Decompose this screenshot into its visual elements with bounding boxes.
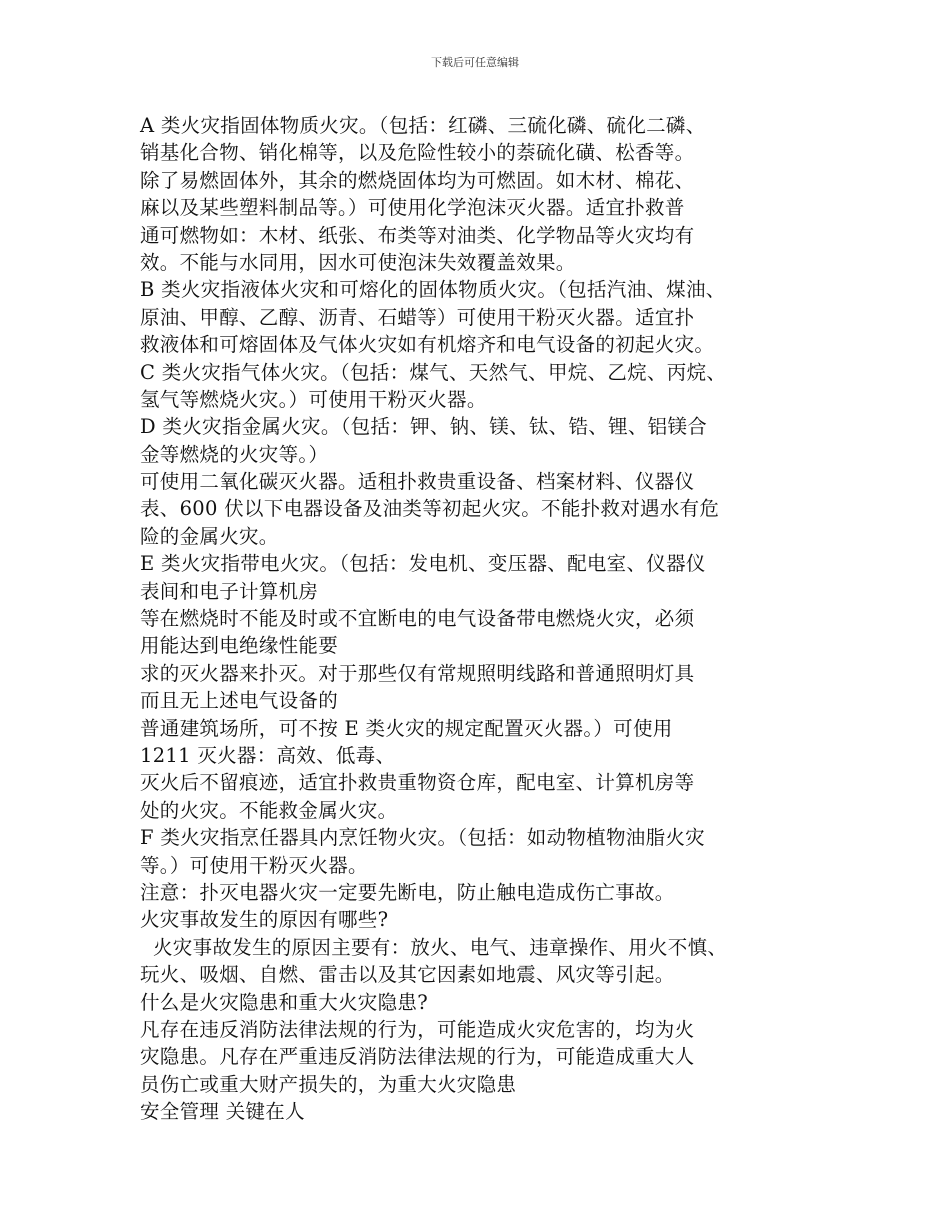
text-line: E 类火灾指带电火灾。（包括：发电机、变压器、配电室、仪器仪 xyxy=(140,552,706,576)
text-line: 灭火后不留痕迹，适宜扑救贵重物资仓库，配电室、计算机房等 xyxy=(140,771,695,795)
text-line: 求的灭火器来扑灭。对于那些仅有常规照明线路和普通照明灯具 xyxy=(140,661,695,685)
text-line: C 类火灾指气体火灾。（包括：煤气、天然气、甲烷、乙烷、丙烷、 xyxy=(140,360,727,384)
text-line: 原油、甲醇、乙醇、沥青、石蜡等）可使用干粉灭火器。适宜扑 xyxy=(140,305,695,329)
text-line: 员伤亡或重大财产损失的，为重大火灾隐患 xyxy=(140,1072,517,1096)
text-line: 可使用二氧化碳灭火器。适租扑救贵重设备、档案材料、仪器仪 xyxy=(140,470,695,494)
document-body xyxy=(140,112,830,1125)
text-line: 等在燃烧时不能及时或不宜断电的电气设备带电燃烧火灾，必须 xyxy=(140,607,695,631)
text-line: 救液体和可熔固体及气体火灾如有机熔齐和电气设备的初起火灾。 xyxy=(140,333,715,357)
text-line: 氢气等燃烧火灾。）可使用干粉灭火器。 xyxy=(140,387,487,411)
text-line: 表间和电子计算机房 xyxy=(140,579,319,603)
text-line: 麻以及某些塑料制品等。）可使用化学泡沫灭火器。适宜扑救普 xyxy=(140,196,685,220)
text-line: 通可燃物如：木材、纸张、布类等对油类、化学物品等火灾均有 xyxy=(140,223,695,247)
text-line: 火灾事故发生的原因主要有：放火、电气、违章操作、用火不慎、 xyxy=(140,935,728,959)
closing-slogan: 安全管理 关键在人 xyxy=(140,1100,305,1124)
text-line: B 类火灾指液体火灾和可熔化的固体物质火灾。（包括汽油、煤油、 xyxy=(140,278,726,302)
text-line: 灾隐患。凡存在严重违反消防法律法规的行为，可能造成重大人 xyxy=(140,1045,695,1069)
text-line: 险的金属火灾。 xyxy=(140,524,279,548)
text-line: A 类火灾指固体物质火灾。（包括：红磷、三硫化磷、硫化二磷、 xyxy=(140,114,706,137)
text-line: 用能达到电绝缘性能要 xyxy=(140,634,339,658)
text-line: 除了易燃固体外，其余的燃烧固体均为可燃固。如木材、棉花、 xyxy=(140,168,695,192)
question-heading: 什么是火灾隐患和重大火灾隐患? xyxy=(140,990,428,1014)
text-line: 玩火、吸烟、自燃、雷击以及其它因素如地震、风灾等引起。 xyxy=(140,963,675,987)
text-line: 1211 灭火器：高效、低毒、 xyxy=(140,743,396,767)
text-line: F 类火灾指烹任器具内烹饪物火灾。（包括：如动物植物油脂火灾 xyxy=(140,826,705,850)
question-heading: 火灾事故发生的原因有哪些? xyxy=(140,908,389,932)
text-line: 而且无上述电气设备的 xyxy=(140,689,339,713)
text-line: 效。不能与水同用，因水可使泡沫失效覆盖效果。 xyxy=(140,250,576,274)
page-header: 下载后可任意编辑 xyxy=(431,56,519,69)
text-line: 凡存在违反消防法律法规的行为，可能造成火灾危害的，均为火 xyxy=(140,1017,695,1041)
text-line: 销基化合物、销化棉等，以及危险性较小的萘硫化磺、松香等。 xyxy=(140,141,695,165)
text-line: 处的火灾。不能救金属火灾。 xyxy=(140,798,398,822)
text-line: 普通建筑场所，可不按 E 类火灾的规定配置灭火器。）可使用 xyxy=(140,716,673,740)
text-line: D 类火灾指金属火灾。（包括：钾、钠、镁、钛、锆、锂、铝镁合 xyxy=(140,415,708,439)
text-line: 表、600 伏以下电器设备及油类等初起火灾。不能扑救对遇水有危 xyxy=(140,497,720,521)
text-line: 等。）可使用干粉灭火器。 xyxy=(140,853,368,877)
text-line: 金等燃烧的火灾等。） xyxy=(140,442,329,466)
text-line: 注意：扑灭电器火灾一定要先断电，防止触电造成伤亡事故。 xyxy=(140,880,675,904)
